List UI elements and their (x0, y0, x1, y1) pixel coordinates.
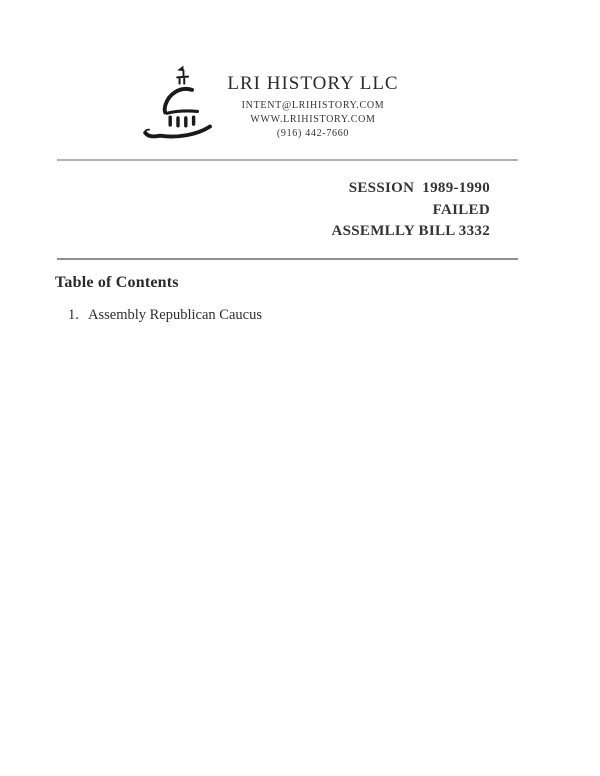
horizontal-rule-bottom (57, 258, 518, 260)
company-phone: (916) 442-7660 (276, 128, 350, 139)
company-website: WWW.LRIHISTORY.COM (250, 114, 376, 125)
letterhead (163, 72, 463, 141)
case-info-block (331, 178, 490, 243)
toc-item-label: Assembly Republican Caucus (88, 307, 262, 323)
toc-list (68, 305, 262, 325)
toc-item-number: 1. (68, 307, 79, 323)
company-name: LRI HISTORY LLC (227, 73, 399, 94)
company-email: INTENT@LRIHISTORY.COM (241, 100, 385, 111)
horizontal-rule-top (57, 159, 518, 161)
toc-heading: Table of Contents (55, 274, 179, 291)
status-label: FAILED (432, 201, 490, 218)
toc-item (68, 305, 262, 325)
session-label: SESSION 1989-1990 (348, 180, 490, 196)
bill-label: ASSEMLLY BILL 3332 (331, 223, 490, 239)
